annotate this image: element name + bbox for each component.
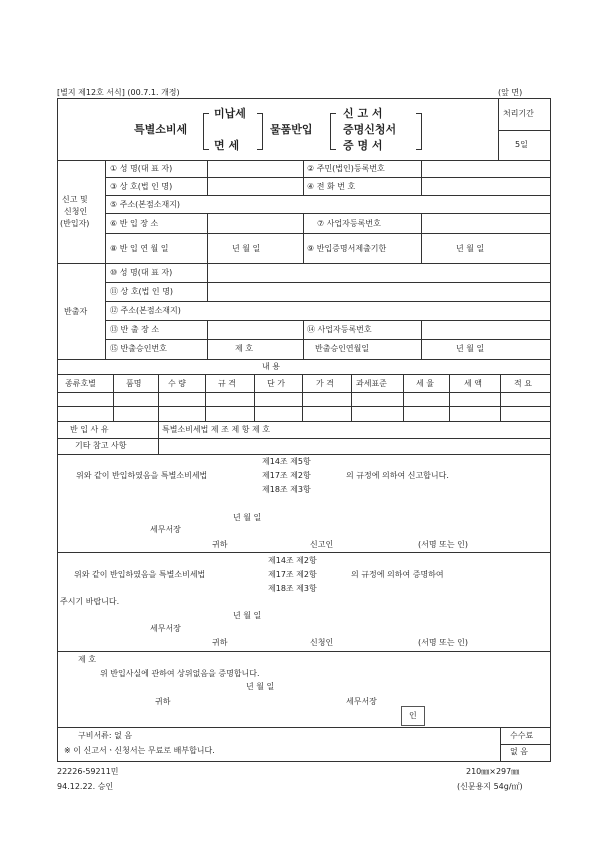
declaration-sign-note: (서명 또는 인) bbox=[418, 540, 468, 549]
request-article-3: 제18조 제3항 bbox=[268, 584, 317, 593]
paper-type: (신문용지 54g/㎡) bbox=[457, 782, 523, 791]
request-text-line2: 주시기 바랍니다. bbox=[60, 597, 120, 606]
col-item-name: 품명 bbox=[126, 379, 142, 388]
request-date: 년 월 일 bbox=[233, 611, 262, 620]
col-remarks: 적 요 bbox=[514, 379, 532, 388]
field-address-label: ⑤ 주소(본점소재지) bbox=[110, 200, 181, 209]
certificate-date: 년 월 일 bbox=[246, 682, 275, 691]
reason-label: 반 입 사 유 bbox=[70, 425, 109, 434]
title-middle: 물품반입 bbox=[270, 123, 313, 136]
fee-label: 수수료 bbox=[510, 731, 534, 740]
field-shipper-name-label: ⑩ 성 명(대 표 자) bbox=[110, 268, 173, 277]
field-import-place-label: ⑥ 반 입 장 소 bbox=[110, 219, 159, 228]
field-phone-label: ④ 전 화 번 호 bbox=[307, 182, 356, 191]
page-side-label: (앞 면) bbox=[498, 88, 523, 97]
title-left: 특별소비세 bbox=[134, 123, 188, 136]
certificate-number: 제 호 bbox=[78, 655, 96, 664]
title-choice-report: 신 고 서 bbox=[343, 107, 383, 120]
declaration-article-3: 제18조 제3항 bbox=[262, 485, 311, 494]
field-shipper-trade-name-label: ⑪ 상 호(법 인 명) bbox=[110, 287, 174, 296]
field-import-date-value: 년 월 일 bbox=[232, 244, 261, 253]
col-tax-amount: 세 액 bbox=[464, 379, 482, 388]
declaration-text-left: 위와 같이 반입하였음을 특별소비세법 bbox=[76, 471, 208, 480]
request-article-2: 제17조 제2항 bbox=[268, 570, 317, 579]
request-text-left: 위와 같이 반입하였음을 특별소비세법 bbox=[74, 570, 206, 579]
request-office: 세무서장 bbox=[150, 624, 181, 633]
declaration-office: 세무서장 bbox=[150, 525, 181, 534]
declaration-article-1: 제14조 제5항 bbox=[262, 457, 311, 466]
paper-size: 210㎜×297㎜ bbox=[466, 767, 520, 776]
fee-value: 없 음 bbox=[510, 747, 528, 756]
title-choice-unpaid: 미납세 bbox=[214, 107, 246, 120]
seal-box bbox=[401, 706, 425, 726]
field-import-date-label: ⑧ 반 입 연 월 일 bbox=[110, 244, 169, 253]
required-documents: 구비서류: 없 음 bbox=[78, 731, 133, 740]
title-choice-certificate: 증 명 서 bbox=[343, 139, 383, 152]
reason-value: 특별소비세법 제 조 제 항 제 호 bbox=[162, 425, 270, 434]
field-export-approval-date-label: 반출승인연월일 bbox=[315, 344, 370, 353]
col-tax-rate: 세 율 bbox=[416, 379, 434, 388]
col-price: 가 격 bbox=[316, 379, 334, 388]
declarant-label-2: 신청인 bbox=[64, 207, 88, 216]
col-unit-price: 단 가 bbox=[267, 379, 285, 388]
field-name-label: ① 성 명(대 표 자) bbox=[110, 164, 173, 173]
declarant-label-1: 신고 및 bbox=[62, 195, 88, 204]
field-resident-number-label: ② 주민(법인)등록번호 bbox=[307, 164, 385, 173]
declarant-label-3: (반입자) bbox=[60, 219, 90, 228]
field-export-approval-number-value: 제 호 bbox=[235, 344, 253, 353]
certificate-text: 위 반입사실에 관하여 상위없음을 증명합니다. bbox=[100, 669, 260, 678]
field-trade-name-label: ③ 상 호(법 인 명) bbox=[110, 182, 173, 191]
declaration-date: 년 월 일 bbox=[233, 513, 262, 522]
certificate-office: 세무서장 bbox=[346, 697, 377, 706]
certificate-to: 귀하 bbox=[155, 697, 171, 706]
form-frame bbox=[57, 98, 551, 762]
field-business-number-label: ⑦ 사업자등록번호 bbox=[317, 219, 381, 228]
approval-date: 94.12.22. 승인 bbox=[57, 782, 114, 791]
col-quantity: 수 량 bbox=[168, 379, 186, 388]
declaration-article-2: 제17조 제2항 bbox=[262, 471, 311, 480]
field-shipper-business-number-label: ⑭ 사업자등록번호 bbox=[307, 325, 372, 334]
request-to: 귀하 bbox=[212, 638, 228, 647]
col-category: 종류호별 bbox=[65, 379, 96, 388]
form-code: 22226-59211민 bbox=[57, 767, 119, 776]
declaration-to: 귀하 bbox=[212, 540, 228, 549]
free-distribution-note: ※ 이 신고서ㆍ신청서는 무료로 배부합니다. bbox=[64, 746, 215, 755]
col-tax-base: 과세표준 bbox=[356, 379, 387, 388]
declaration-text-right: 의 규정에 의하여 신고합니다. bbox=[346, 471, 449, 480]
field-submit-deadline-label: ⑨ 반입증명서제출기한 bbox=[307, 244, 387, 253]
declaration-signer: 신고인 bbox=[310, 540, 334, 549]
request-signer: 신청인 bbox=[310, 638, 334, 647]
processing-period-label: 처리기간 bbox=[503, 109, 534, 118]
request-article-1: 제14조 제2항 bbox=[268, 556, 317, 565]
field-shipper-address-label: ⑫ 주소(본점소재지) bbox=[110, 306, 181, 315]
field-export-place-label: ⑬ 반 출 장 소 bbox=[110, 325, 160, 334]
processing-period-value: 5일 bbox=[515, 140, 528, 149]
col-spec: 규 격 bbox=[218, 379, 236, 388]
other-notes-label: 기타 참고 사항 bbox=[75, 441, 127, 450]
details-heading: 내 용 bbox=[262, 362, 280, 371]
title-choice-exempt: 면 세 bbox=[214, 139, 240, 152]
shipper-label: 반출자 bbox=[64, 307, 88, 316]
seal-mark: 인 bbox=[409, 711, 417, 720]
field-export-approval-number-label: ⑮ 반출승인번호 bbox=[110, 344, 167, 353]
field-export-approval-date-value: 년 월 일 bbox=[456, 344, 485, 353]
form-number-label: [별지 제12호 서식] (00.7.1. 개정) bbox=[57, 88, 180, 97]
title-choice-request: 증명신청서 bbox=[343, 123, 397, 136]
request-text-right: 의 규정에 의하여 증명하여 bbox=[351, 570, 444, 579]
request-sign-note: (서명 또는 인) bbox=[418, 638, 468, 647]
field-submit-deadline-value: 년 월 일 bbox=[456, 244, 485, 253]
